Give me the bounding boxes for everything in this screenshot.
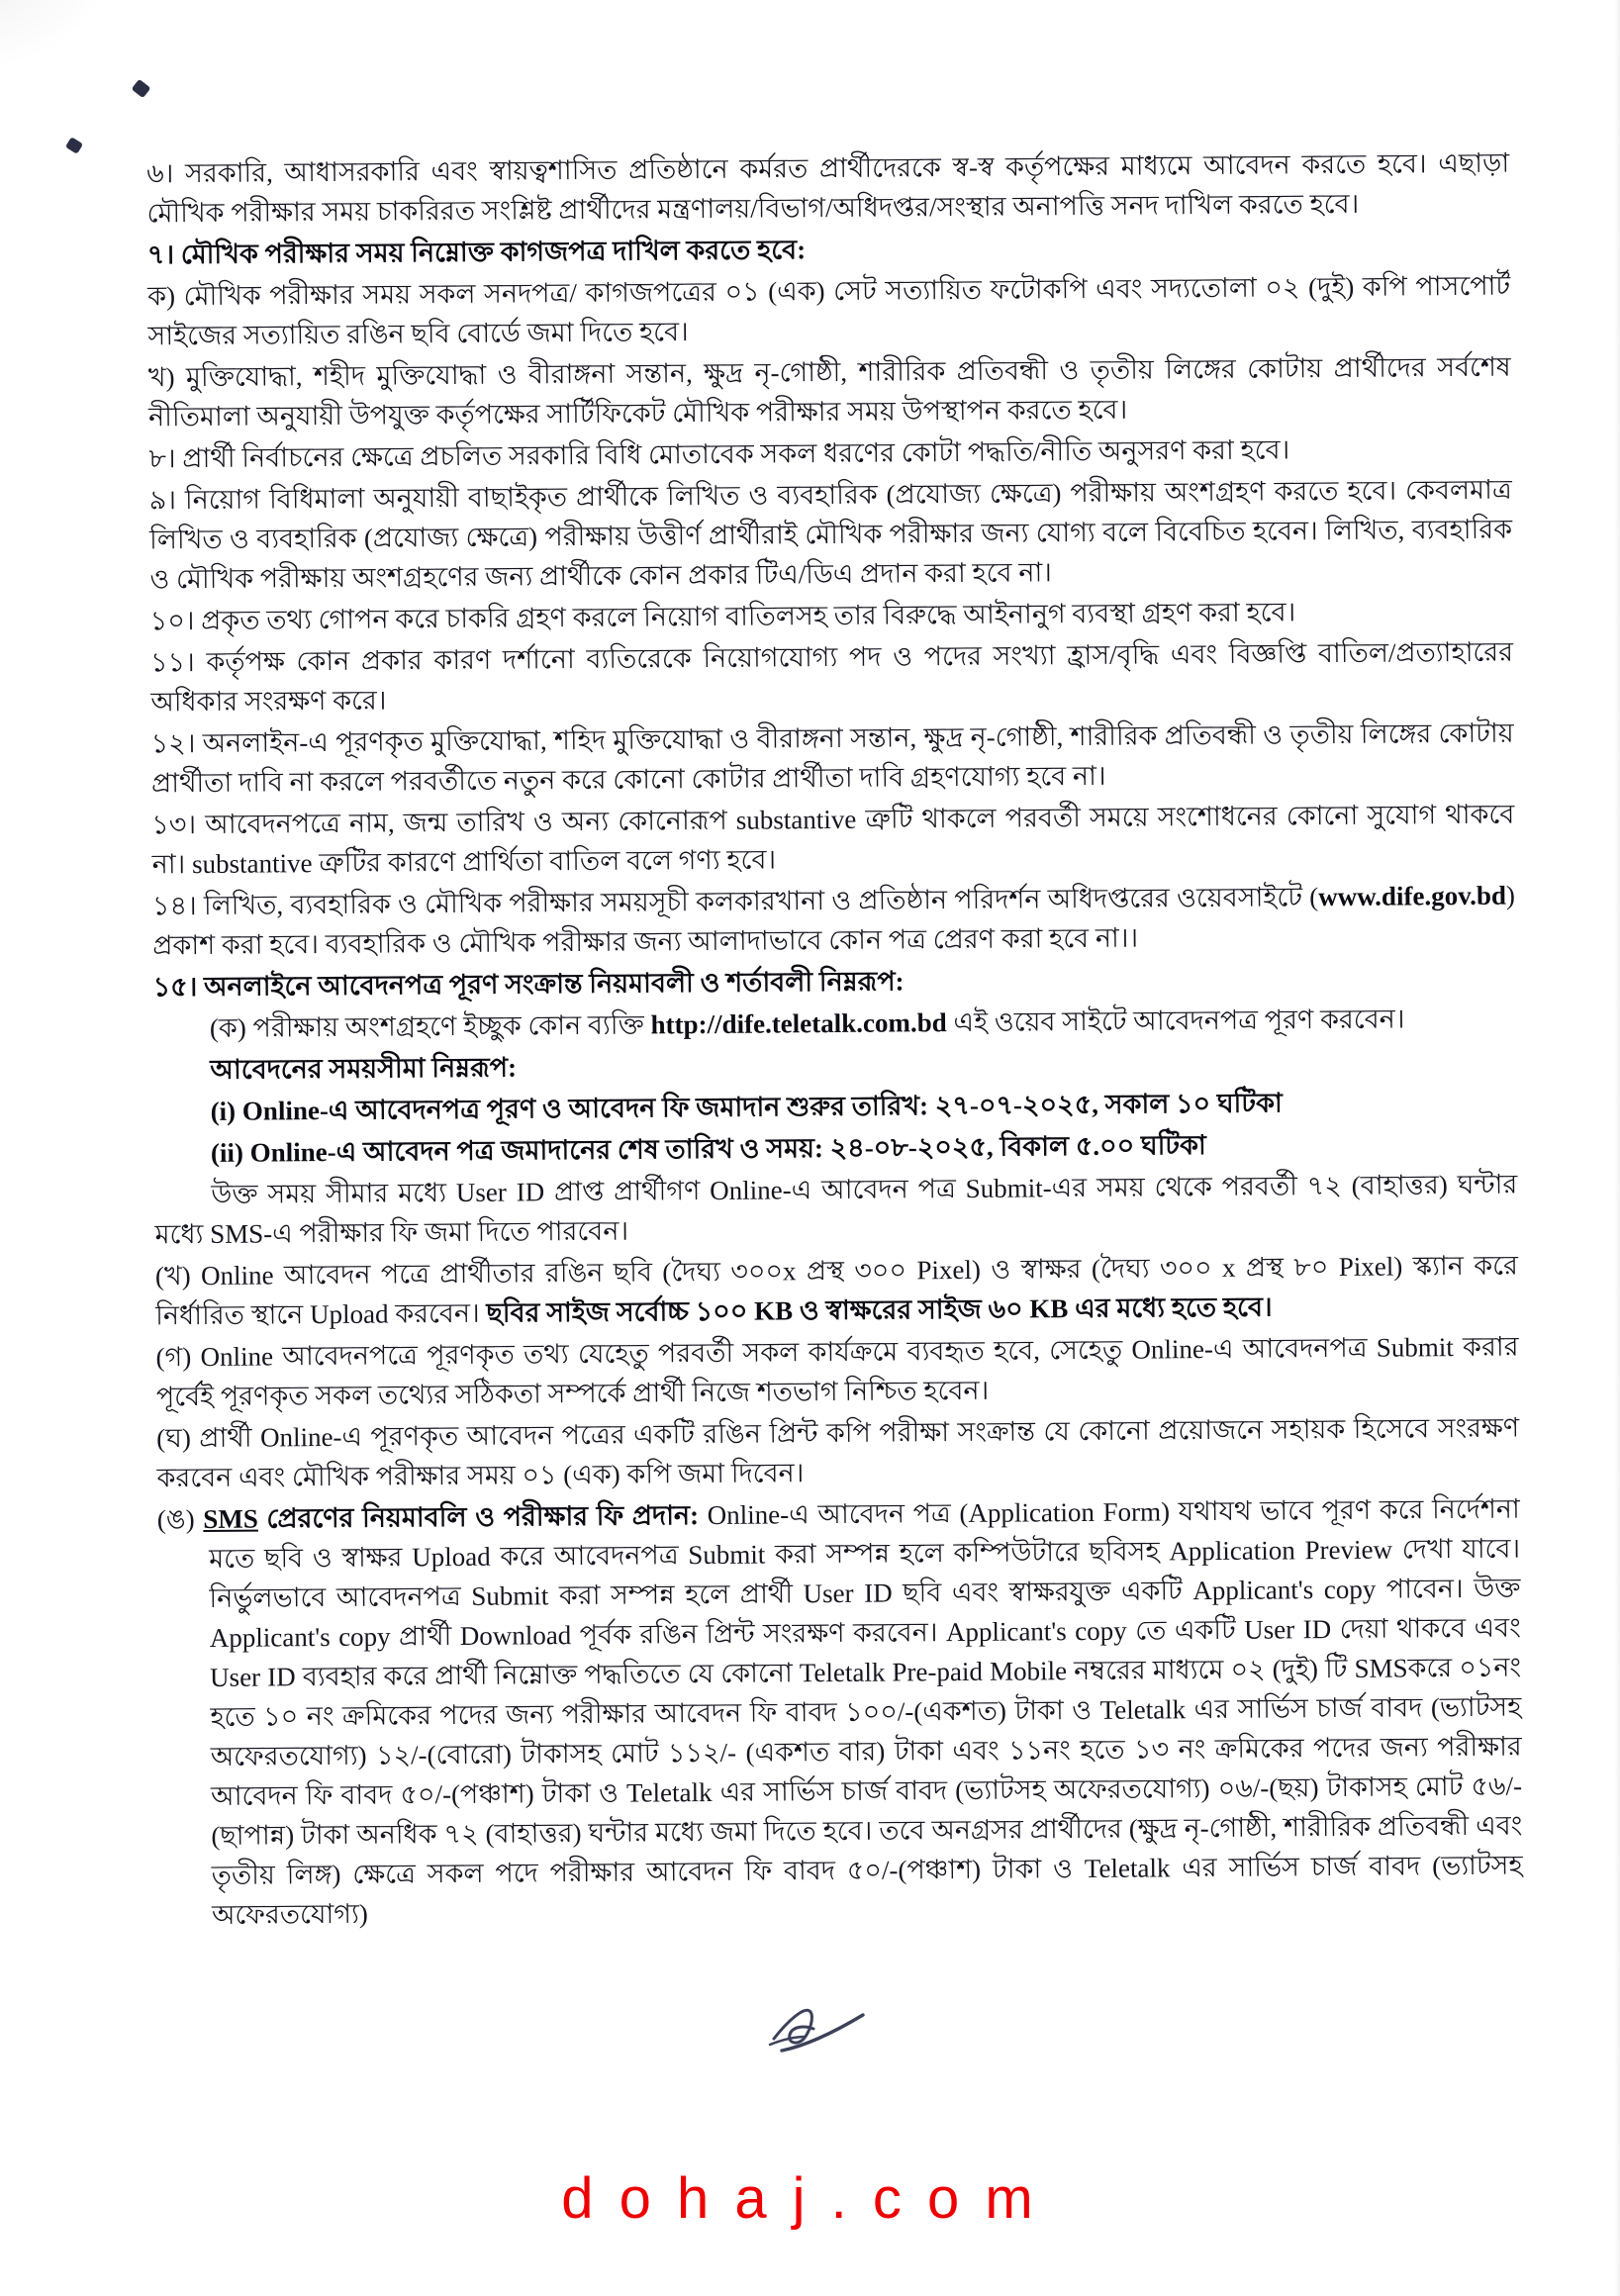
item-15-heading-text: ১৫। অনলাইনে আবেদনপত্র পূরণ সংক্রান্ত নিয়মাবলী ও শর্তাবলী নিম্নরূপ: [152,966,905,1003]
item-15-uma-sms-fee-text: SMS [203,1503,258,1534]
deadline-end-date-text: (ii) Online-এ আবেদন পত্র জমাদানের শেষ তারিখ ও সময়: ২৪-০৮-২০২৫, বিকাল ৫.০০ ঘটিকা [210,1130,1206,1168]
item-15-gha [156,1408,1520,1498]
document-body [146,144,1523,1938]
item-7-ka-text: ক) মৌখিক পরীক্ষার সময় সকল সনদপত্র/ কাগজপত্রের ০১ (এক) সেট সত্যায়িত ফটোকপি এবং সদ্যতোলা ০২ (দুই) কপি পাসপোর্ট সাইজের সত্যায়িত রঙিন ছবি বোর্ডে জমা দিতে হবে। [147,270,1511,351]
item-15-ka-text: http://dife.teletalk.com.bd [650,1007,947,1040]
item-14-text: ১৪। লিখিত, ব্যবহারিক ও মৌখিক পরীক্ষার সময়সূচী কলকারখানা ও প্রতিষ্ঠান পরিদর্শন অধিদপ্তরের ওয়েবসাইটে ( [151,882,1319,921]
item-7-ka [147,266,1511,356]
item-15-uma-sms-fee-text: প্রেরণের নিয়মাবলি ও পরীক্ষার ফি প্রদান: [257,1500,700,1534]
application-deadline-heading-text: আবেদনের সময়সীমা নিম্নরূপ: [210,1052,518,1085]
item-15-gha-text: (ঘ) প্রার্থী Online-এ পূরণকৃত আবেদন পত্রের একটি রঙিন প্রিন্ট কপি পরীক্ষা সংক্রান্ত যে কোনো প্রয়োজনে সহায়ক হিসেবে সংরক্ষণ করবেন এবং মৌখিক পরীক্ষার সময় ০১ (এক) কপি জমা দিবেন। [156,1412,1520,1493]
item-15-uma-sms-fee [157,1489,1523,1936]
item-13 [151,795,1515,885]
item-7-kha [148,347,1512,437]
item-15-ka-text: এই ওয়েব সাইটে আবেদনপত্র পূরণ করবেন। [946,1004,1405,1038]
item-13-text: ১৩। আবেদনপত্রে নাম, জন্ম তারিখ ও অন্য কোনোরূপ substantive ত্রুটি থাকলে পরবর্তী সময়ে সংশোধনের কোনো সুযোগ থাকবে না। substantive ত্রুটির কারণে প্রার্থিতা বাতিল বলে গণ্য হবে। [151,799,1515,880]
item-15-uma-sms-fee-text: (ঙ) [156,1504,204,1535]
deadline-start-date-text: (i) Online-এ আবেদনপত্র পূরণ ও আবেদন ফি জমাদান শুরুর তারিখ: ২৭-০৭-২০২৫, সকাল ১০ ঘটিকা [210,1088,1283,1126]
item-8-text: ৮। প্রার্থী নির্বাচনের ক্ষেত্রে প্রচলিত সরকারি বিধি মোতাবেক সকল ধরণের কোটা পদ্ধতি/নীতি অনুসরণ করা হবে। [148,434,1290,474]
item-10-text: ১০। প্রকৃত তথ্য গোপন করে চাকরি গ্রহণ করলে নিয়োগ বাতিলসহ তার বিরুদ্ধে আইনানুগ ব্যবস্থা গ্রহণ করা হবে। [149,597,1296,636]
item-9-text: ৯। নিয়োগ বিধিমালা অনুযায়ী বাছাইকৃত প্রার্থীকে লিখিত ও ব্যবহারিক (প্রযোজ্য ক্ষেত্রে) পরীক্ষায় অংশগ্রহণ করতে হবে। কেবলমাত্র লিখিত ও ব্যবহারিক (প্রযোজ্য ক্ষেত্রে) পরীক্ষায় উত্তীর্ণ প্রার্থীরাই মৌখিক পরীক্ষার জন্য যোগ্য বলে বিবেচিত হবেন। লিখিত, ব্যবহারিক ও মৌখিক পরীক্ষায় অংশগ্রহণের জন্য প্রার্থীকে কোন প্রকার টিএ/ডিএ প্রদান করা হবে না। [148,474,1513,595]
ink-smudge-icon [65,137,83,154]
item-15-uma-sms-fee-text: Online-এ আবেদন পত্র (Application Form) যথাযথ ভাবে পূরণ করে নির্দেশনা মতে ছবি ও স্বাক্ষর Upload করে আবেদনপত্র Submit করা সম্পন্ন হলে কম্পিউটারে ছবিসহ Application Preview দেখা যাবে। নির্ভুলভাবে আবেদনপত্র Submit করা সম্পন্ন হলে প্রার্থী User ID ছবি এবং স্বাক্ষরযুক্ত একটি Applicant's copy পাবেন। উক্ত Applicant's copy প্রার্থী Download পূর্বক রঙিন প্রিন্ট সংরক্ষণ করবেন। Applicant's copy তে একটি User ID দেয়া থাকবে এবং User ID ব্যবহার করে প্রার্থী নিম্নোক্ত পদ্ধতিতে যে কোনো Teletalk Pre-paid Mobile নম্বরের মাধ্যমে ০২ (দুই) টি SMSকরে ০১নং হতে ১০ নং ক্রমিকের পদের জন্য পরীক্ষার আবেদন ফি বাবদ ১০০/-(একশত) টাকা ও Teletalk এর সার্ভিস চার্জ বাবদ (ভ্যাটসহ অফেরতযোগ্য) ১২/-(বোরো) টাকাসহ মোট ১১২/- (একশত বার) টাকা এবং ১১নং হতে ১৩ নং ক্রমিকের পদের জন্য পরীক্ষার আবেদন ফি বাবদ ৫০/-(পঞ্চাশ) টাকা ও Teletalk এর সার্ভিস চার্জ বাবদ (ভ্যাটসহ অফেরতযোগ্য) ০৬/-(ছয়) টাকাসহ মোট ৫৬/-(ছাপান্ন) টাকা অনধিক ৭২ (বাহাত্তর) ঘন্টার মধ্যে জমা দিতে হবে। তবে অনগ্রসর প্রার্থীদের (ক্ষুদ্র নৃ-গোষ্ঠী, শারীরিক প্রতিবন্ধী এবং তৃতীয় লিঙ্গ) ক্ষেত্রে সকল পদে পরীক্ষার আবেদন ফি বাবদ ৫০/-(পঞ্চাশ) টাকা ও Teletalk এর সার্ভিস চার্জ বাবদ (ভ্যাটসহ অফেরতযোগ্য) [209,1493,1523,1930]
user-id-sms-window [154,1165,1518,1255]
item-15-ka-text: (ক) পরীক্ষায় অংশগ্রহণে ইচ্ছুক কোন ব্যক্তি [209,1009,651,1043]
item-12 [151,714,1515,804]
item-15-kha [155,1246,1519,1336]
item-14-text: ) প্রকাশ করা হবে। ব্যবহারিক ও মৌখিক পরীক্ষার জন্য আলাদাভাবে কোন পত্র প্রেরণ করা হবে না।। [152,880,1516,961]
item-15-kha-text: ছবির সাইজ সর্বোচ্চ ১০০ KB ও স্বাক্ষরের সাইজ ৬০ KB এর মধ্যে হতে হবে। [486,1292,1273,1328]
signature-scribble-icon [760,2001,879,2066]
user-id-sms-window-text: উক্ত সময় সীমার মধ্যে User ID প্রাপ্ত প্রার্থীগণ Online-এ আবেদন পত্র Submit-এর সময় থেকে পরবর্তী ৭২ (বাহাত্তর) ঘন্টার মধ্যে SMS-এ পরীক্ষার ফি জমা দিতে পারবেন। [154,1169,1518,1250]
item-15-ga-text: (গ) Online আবেদনপত্রে পূরণকৃত তথ্য যেহেতু পরবর্তী সকল কার্যক্রমে ব্যবহৃত হবে, সেহেতু Online-এ আবেদনপত্র Submit করার পূর্বেই পূরণকৃত সকল তথ্যের সঠিকতা সম্পর্কে প্রার্থী নিজে শতভাগ নিশ্চিত হবেন। [155,1331,1519,1412]
item-14 [152,876,1516,966]
ink-smudge-icon [132,79,151,98]
watermark-dohaj: dohaj.com [561,2166,1059,2231]
item-7-heading-text: ৭। মৌখিক পরীক্ষার সময় নিম্নোক্ত কাগজপত্র দাখিল করতে হবে: [146,235,807,270]
item-11-text: ১১। কর্তৃপক্ষ কোন প্রকার কারণ দর্শানো ব্যতিরেকে নিয়োগযোগ্য পদ ও পদের সংখ্যা হ্রাস/বৃদ্ধি এবং বিজ্ঞপ্তি বাতিল/প্রত্যাহারের অধিকার সংরক্ষণ করে। [149,636,1514,718]
item-6 [146,144,1510,234]
item-15-kha-text: (খ) Online আবেদন পত্রে প্রার্থীতার রঙিন ছবি (দৈঘ্য ৩০০x প্রস্থ ৩০০ Pixel) ও স্বাক্ষর (দৈঘ্য ৩০০ x প্রস্থ ৮০ Pixel) স্ক্যান করে নির্ধারিত স্থানে Upload করবেন। [154,1250,1519,1331]
item-6-text: ৬। সরকারি, আধাসরকারি এবং স্বায়ত্বশাসিত প্রতিষ্ঠানে কর্মরত প্রার্থীদেরকে স্ব-স্ব কর্তৃপক্ষের মাধ্যমে আবেদন করতে হবে। এছাড়া মৌখিক পরীক্ষার সময় চাকরিরত সংশ্লিষ্ট প্রার্থীদের মন্ত্রণালয়/বিভাগ/অধিদপ্তর/সংস্থার অনাপত্তি সনদ দাখিল করতে হবে। [146,147,1510,229]
item-12-text: ১২। অনলাইন-এ পূরণকৃত মুক্তিযোদ্ধা, শহিদ মুক্তিযোদ্ধা ও বীরাঙ্গনা সন্তান, ক্ষুদ্র নৃ-গোষ্ঠী, শারীরিক প্রতিবন্ধী ও তৃতীয় লিঙ্গের কোটায় প্রার্থীতা দাবি না করলে পরবর্তীতে নতুন করে কোনো কোটার প্রার্থীতা দাবি গ্রহণযোগ্য হবে না। [150,718,1514,799]
item-9 [149,470,1513,600]
item-11 [150,632,1514,722]
item-14-text: www.dife.gov.bd [1318,880,1507,912]
item-7-kha-text: খ) মুক্তিযোদ্ধা, শহীদ মুক্তিযোদ্ধা ও বীরাঙ্গনা সন্তান, ক্ষুদ্র নৃ-গোষ্ঠী, শারীরিক প্রতিবন্ধী ও তৃতীয় লিঙ্গের কোটায় প্রার্থীদের সর্বশেষ নীতিমালা অনুযায়ী উপযুক্ত কর্তৃপক্ষের সার্টিফিকেট মৌখিক পরীক্ষার সময় উপস্থাপন করতে হবে। [147,351,1511,432]
item-15-ga [155,1327,1519,1417]
